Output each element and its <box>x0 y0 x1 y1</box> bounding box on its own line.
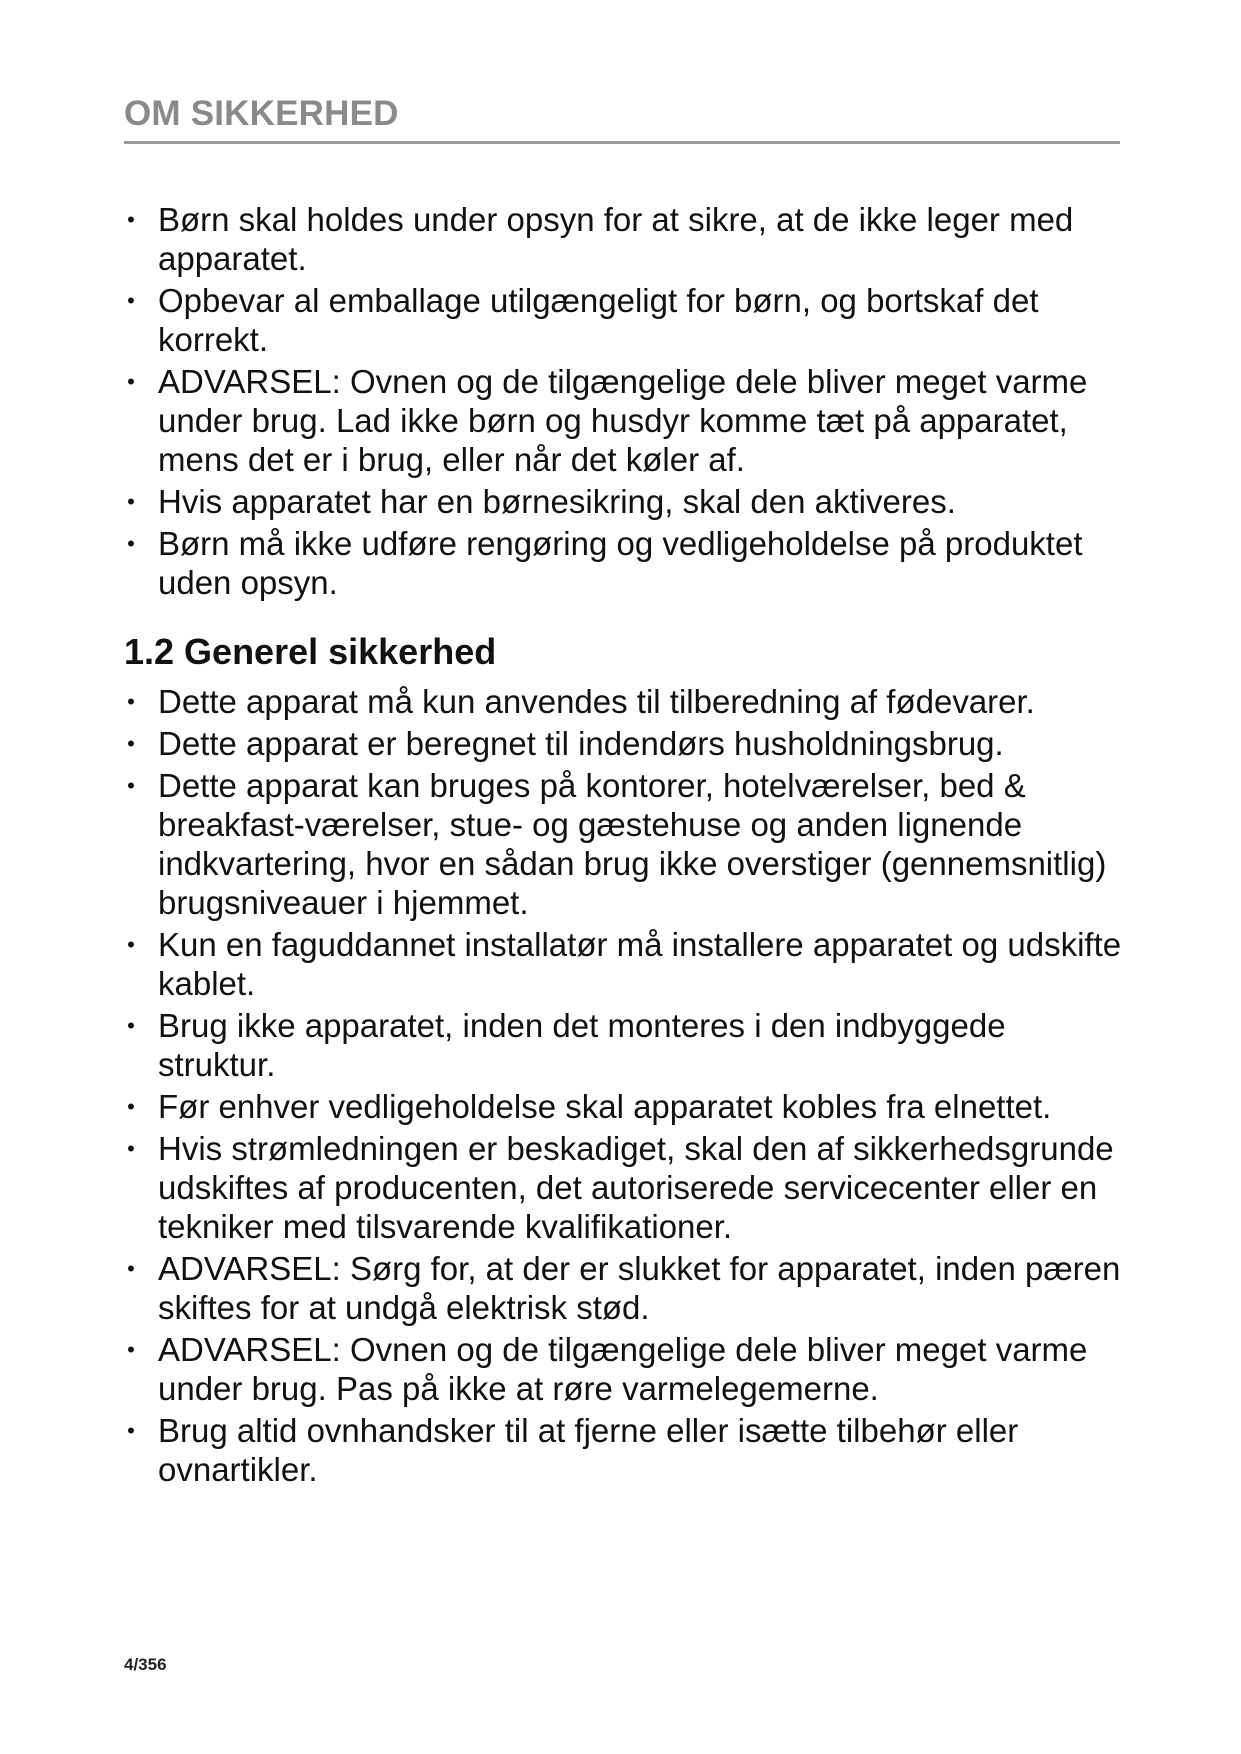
page-header-title: OM SIKKERHED <box>124 94 399 133</box>
bullet-icon: • <box>127 1337 135 1362</box>
list-item: • Hvis apparatet har en børnesikring, skal den aktiveres. <box>124 482 1124 521</box>
list-item: • Dette apparat kan bruges på kontorer, hotelværelser, bed & breakfast-værelser, stue- og gæstehuse og anden lignende indkvartering, hvor en sådan brug ikke overstiger (gennemsnitlig) brugsniveauer i hjemmet. <box>124 766 1124 922</box>
list-item: • Dette apparat er beregnet til indendørs husholdningsbrug. <box>124 724 1124 763</box>
page-number: 4/356 <box>124 1655 167 1674</box>
bullet-icon: • <box>127 369 135 394</box>
bullet-icon: • <box>127 1094 135 1119</box>
list-item: • Kun en faguddannet installatør må installere apparatet og udskifte kablet. <box>124 925 1124 1003</box>
bullet-icon: • <box>127 1013 135 1038</box>
bullet-icon: • <box>127 1418 135 1443</box>
child-safety-list <box>124 200 1124 602</box>
list-item: • Børn skal holdes under opsyn for at sikre, at de ikke leger med apparatet. <box>124 200 1124 278</box>
bullet-icon: • <box>127 1136 135 1161</box>
bullet-icon: • <box>127 489 135 514</box>
list-item: • Brug altid ovnhandsker til at fjerne eller isætte tilbehør eller ovnartikler. <box>124 1411 1124 1489</box>
list-item: • Opbevar al emballage utilgængeligt for børn, og bortskaf det korrekt. <box>124 281 1124 359</box>
list-item: • Hvis strømledningen er beskadiget, skal den af sikkerhedsgrunde udskiftes af producenten, det autoriserede servicecenter eller en tekniker med tilsvarende kvalifikationer. <box>124 1129 1124 1246</box>
general-safety-list <box>124 682 1124 1489</box>
section-heading: 1.2 Generel sikkerhed <box>124 631 497 672</box>
bullet-icon: • <box>127 932 135 957</box>
list-item: • ADVARSEL: Ovnen og de tilgængelige dele bliver meget varme under brug. Pas på ikke at røre varmelegemerne. <box>124 1330 1124 1408</box>
bullet-icon: • <box>127 731 135 756</box>
bullet-icon: • <box>127 207 135 232</box>
list-item: • ADVARSEL: Ovnen og de tilgængelige dele bliver meget varme under brug. Lad ikke børn og husdyr komme tæt på apparatet, mens det er i brug, eller når det køler af. <box>124 362 1124 479</box>
bullet-icon: • <box>127 1256 135 1281</box>
bullet-icon: • <box>127 689 135 714</box>
page-header <box>124 88 1120 144</box>
bullet-icon: • <box>127 288 135 313</box>
bullet-icon: • <box>127 531 135 556</box>
page-content <box>124 200 1124 1492</box>
bullet-icon: • <box>127 773 135 798</box>
list-item: • ADVARSEL: Sørg for, at der er slukket for apparatet, inden pæren skiftes for at undgå elektrisk stød. <box>124 1249 1124 1327</box>
list-item: • Brug ikke apparatet, inden det monteres i den indbyggede struktur. <box>124 1006 1124 1084</box>
list-item: • Børn må ikke udføre rengøring og vedligeholdelse på produktet uden opsyn. <box>124 524 1124 602</box>
list-item: • Før enhver vedligeholdelse skal apparatet kobles fra elnettet. <box>124 1087 1124 1126</box>
list-item: • Dette apparat må kun anvendes til tilberedning af fødevarer. <box>124 682 1124 721</box>
